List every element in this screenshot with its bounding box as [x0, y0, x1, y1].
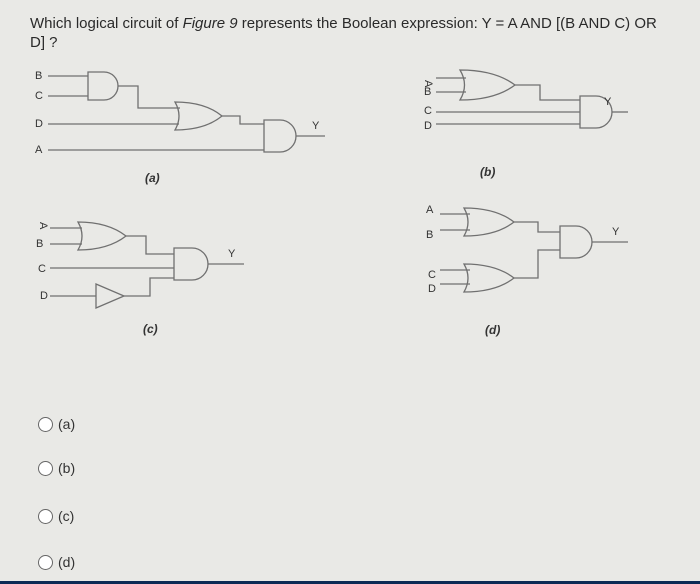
circuit-a-wires-bc — [48, 76, 88, 96]
question-prefix: Which logical circuit of — [30, 15, 183, 32]
circuit-c-and-gate — [174, 248, 208, 280]
circuit-d-caption: (d) — [485, 323, 501, 337]
circuit-c-buffer-gate — [96, 284, 124, 308]
circuit-a-output-y: Y — [312, 120, 320, 132]
circuit-a-input-c: C — [35, 90, 43, 102]
circuit-c-input-b: B — [36, 238, 44, 250]
circuit-b-input-c: C — [424, 105, 432, 117]
circuit-d-wire-or2-out — [514, 250, 560, 278]
option-a-radio[interactable] — [38, 417, 53, 432]
circuit-d-wire-or1-out — [514, 222, 560, 232]
circuit-d-input-b: B — [426, 229, 434, 241]
circuit-a-or-gate — [175, 102, 222, 130]
circuit-c-input-d: D — [40, 290, 48, 302]
circuit-a-and-gate-1 — [88, 72, 118, 100]
option-d-label: (d) — [58, 554, 76, 570]
circuit-c-wires-ab — [50, 228, 82, 244]
circuit-d-or-gate-2 — [464, 264, 514, 292]
circuit-c — [36, 222, 244, 336]
circuit-c-caption: (c) — [143, 322, 158, 336]
circuit-a — [35, 70, 325, 185]
circuit-d-wires-cd — [440, 270, 470, 284]
circuit-b-wires-cd — [436, 112, 580, 124]
circuit-d-input-a: A — [426, 204, 434, 216]
circuit-a-input-b: B — [35, 70, 43, 82]
circuit-b-input-d: D — [424, 120, 432, 132]
question-suffix: represents the Boolean expression: Y = A AND [(B AND C) OR D] ? — [30, 15, 657, 51]
option-d-radio[interactable] — [38, 555, 53, 570]
option-a[interactable] — [38, 414, 75, 434]
circuit-d-and-gate — [560, 226, 592, 258]
option-b-radio[interactable] — [38, 461, 53, 476]
option-b[interactable] — [38, 458, 75, 478]
option-c-label: (c) — [58, 508, 75, 524]
circuit-b-or-gate — [460, 70, 515, 100]
option-b-label: (b) — [58, 460, 76, 476]
circuit-c-output-y: Y — [228, 248, 236, 260]
question-figure-ref: Figure 9 — [182, 15, 238, 32]
circuit-c-wire-buffer-out — [124, 278, 174, 296]
circuit-d-input-d: D — [428, 283, 436, 295]
circuit-a-caption: (a) — [145, 171, 160, 185]
option-c[interactable] — [38, 506, 74, 526]
circuit-b-input-a: A — [422, 80, 434, 88]
circuit-b-wire-or-out — [515, 85, 580, 100]
circuit-c-wire-or-out — [126, 236, 174, 254]
circuit-d-output-y: Y — [612, 226, 620, 238]
circuit-c-input-a: A — [37, 222, 49, 230]
circuit-c-or-gate — [78, 222, 126, 250]
circuit-d — [426, 204, 628, 337]
circuit-a-and-gate-2 — [264, 120, 296, 152]
option-d[interactable] — [38, 552, 75, 572]
circuit-b-caption: (b) — [480, 165, 496, 179]
option-a-label: (a) — [58, 416, 76, 432]
circuit-c-input-c: C — [38, 263, 46, 275]
circuit-b — [422, 70, 628, 179]
circuit-a-wire-or-out — [222, 116, 264, 124]
option-c-radio[interactable] — [38, 509, 53, 524]
circuit-a-wire-and1-out — [118, 86, 180, 108]
circuit-a-input-a: A — [35, 144, 43, 156]
circuit-d-wires-ab — [440, 214, 470, 230]
circuit-b-output-y: Y — [604, 96, 612, 108]
circuit-a-input-d: D — [35, 118, 43, 130]
circuit-d-input-c: C — [428, 269, 436, 281]
circuit-b-wires-ab — [436, 78, 466, 92]
circuit-d-or-gate-1 — [464, 208, 514, 236]
circuit-b-input-b: B — [424, 86, 432, 98]
